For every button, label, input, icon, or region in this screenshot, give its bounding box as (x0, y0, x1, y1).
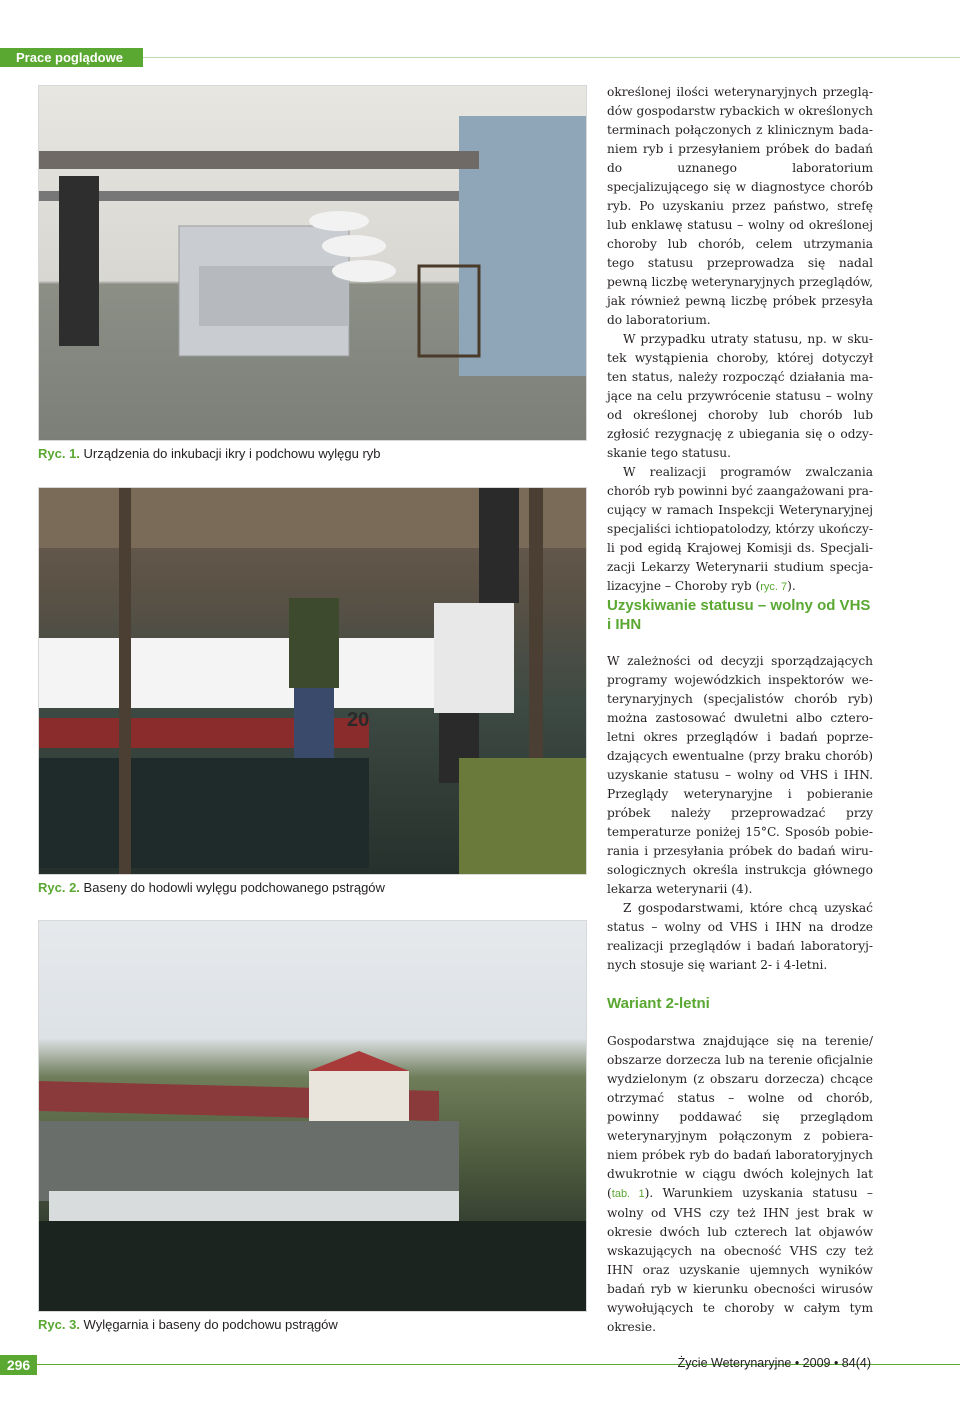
figure-3-caption (38, 1317, 338, 1332)
heading-variant: Wariant 2-letni (607, 995, 710, 1012)
figure-2-caption (38, 880, 385, 895)
paragraph-3: W realizacji programów zwalczania chorób ryb powinni być zaangażowani pracujący w ramach Inspekcji Weterynaryjnej specjaliści ichtiopatolodzy, którzy ukończyli pod egidą Krajowej Komisji ds. Specjalizacji Lekarzy Weterynarii studium specjalizacyjne – Choroby ryb (ryc. 7). (607, 465, 873, 593)
body-column-top (607, 83, 873, 597)
paragraph-2: W przypadku utraty statusu, np. w skutek wystąpienia choroby, której dotyczył ten status, należy rozpocząć działania mające na celu przywrócenie statusu – wolny od określonej choroby lub chorób lub zgłosić rezygnację z ubiegania się o odzyskanie tego statusu. (607, 332, 873, 460)
figure-3-text: Wylęgarnia i baseny do podchowu pstrągów (83, 1317, 338, 1332)
page-number: 296 (0, 1355, 37, 1375)
figure-2-text: Baseny do hodowli wylęgu podchowanego pstrągów (83, 880, 385, 895)
body-column-bottom (607, 1032, 873, 1337)
body-column-middle (607, 652, 873, 975)
figure-1-text: Urządzenia do inkubacji ikry i podchowu wylęgu ryb (83, 446, 381, 461)
figure-1-label: Ryc. 1. (38, 446, 80, 461)
section-label: Prace poglądowe (16, 50, 123, 65)
paragraph-1: określonej ilości weterynaryjnych przeglądów gospodarstw rybackich w określonych terminach połączonych z klinicznym badaniem ryb i przesyłaniem próbek do badań do uznanego laboratorium specjalizującego się w diagnostyce chorób ryb. Po uzyskaniu przez państwo, strefę lub enklawę statusu – wolny od określonej choroby lub chorób, celem utrzymania tego statusu przeprowadza się nadal pewną liczbę weterynaryjnych przeglądów, jak również pewną liczbę próbek przesyła do laboratorium. (607, 85, 873, 327)
heading-status: Uzyskiwanie statusu – wolny od VHS i IHN (607, 597, 871, 633)
paragraph-4: W zależności od decyzji sporządzających programy wojewódzkich inspektorów weterynaryjnych (specjalistów chorób ryb) można zastosować dwuletni albo czteroletni okres przeglądów i badań poprzedzających ewentualne (przy braku chorób) uzyskanie statusu – wolny od VHS i IHN. Przeglądy weterynaryjne i pobieranie próbek należy przeprowadzać przy temperaturze poniżej 15°C. Sposób pobierania i przesyłania próbek do badań wirusologicznych określa instrukcja głównego lekarza weterynarii (4). (607, 654, 873, 896)
figure-3-photo (38, 920, 587, 1312)
figure-2-photo (38, 487, 587, 875)
section-tab (0, 48, 143, 67)
header-rule (143, 57, 960, 58)
figure-3-label: Ryc. 3. (38, 1317, 80, 1332)
figure-1-caption (38, 446, 381, 461)
figure-1-photo (38, 85, 587, 441)
figure-2-label: Ryc. 2. (38, 880, 80, 895)
paragraph-6: Gospodarstwa znajdujące się na terenie/ obszarze dorzecza lub na terenie oficjalnie wydzielonym (z obszaru dorzecza) chcące otrzymać status – wolne od chorób, powinny poddawać się przeglądom weterynaryjnym połączonym z pobieraniem próbek ryb do badań laboratoryjnych dwukrotnie w ciągu dwóch kolejnych lat (tab. 1). Warunkiem uzyskania statusu – wolny od VHS czy też IHN jest brak w okresie dwóch lub czterech lat objawów wskazujących na obecność VHS czy też IHN oraz uzyskanie ujemnych wyników badań ryb w kierunku obecności wirusów wywołujących te choroby w całym tym okresie. (607, 1034, 873, 1334)
paragraph-5: Z gospodarstwami, które chcą uzyskać status – wolny od VHS i IHN na drodze realizacji przeglądów i badań laboratoryjnych stosuje się wariant 2- i 4-letni. (607, 901, 873, 972)
journal-citation: Życie Weterynaryjne • 2009 • 84(4) (677, 1356, 871, 1370)
figure-7-ref[interactable]: ryc. 7 (760, 581, 788, 593)
table-1-ref[interactable]: tab. 1 (611, 1188, 645, 1200)
tank-number: 20 (347, 709, 370, 731)
